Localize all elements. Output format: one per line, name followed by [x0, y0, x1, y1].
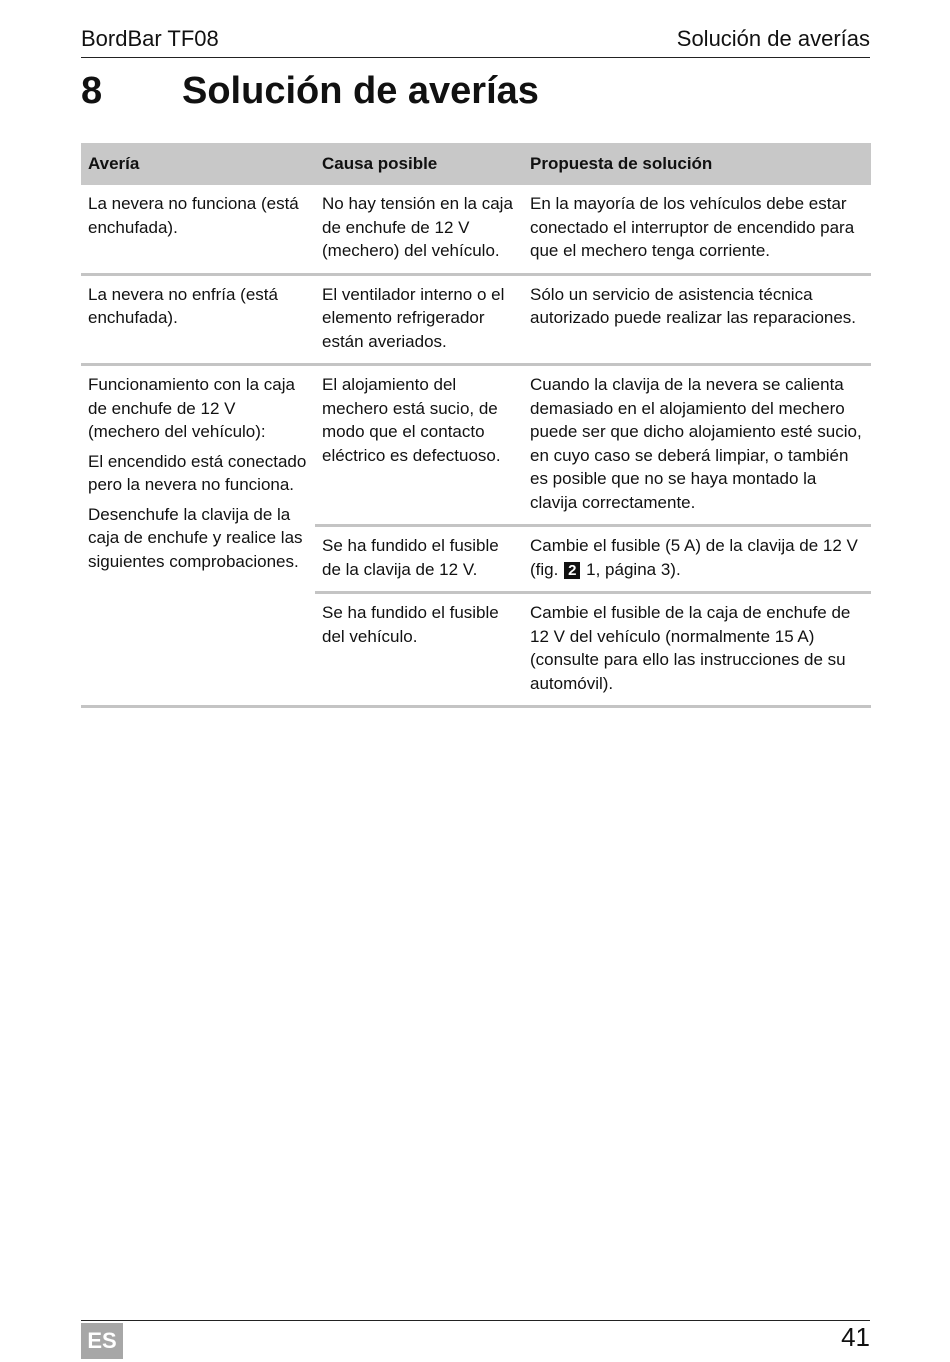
table-header-row: [81, 143, 871, 185]
header-section: Solución de averías: [676, 26, 870, 51]
page-number: 41: [841, 1322, 870, 1352]
column-header-cause: Causa posible: [315, 143, 523, 185]
running-header: [81, 24, 870, 56]
cause-cell: El alojamiento del mechero está sucio, de modo que el contacto eléctrico es defectuoso.: [315, 365, 523, 526]
cause-cell: Se ha fundido el fusible de la clavija de 12 V.: [315, 526, 523, 593]
header-product: BordBar TF08: [81, 26, 219, 51]
solution-cell: En la mayoría de los vehículos debe estar conectado el interruptor de encendido para que el mechero tenga corriente.: [523, 185, 871, 274]
figure-reference-badge: 2: [564, 562, 580, 579]
cause-cell: No hay tensión en la caja de enchufe de 12 V (mechero) del vehículo.: [315, 185, 523, 274]
fault-paragraph: El encendido está conectado pero la nevera no funciona.: [88, 451, 307, 494]
solution-text: 1, página 3).: [586, 559, 681, 579]
table-row: [81, 274, 871, 365]
header-divider: [81, 57, 870, 58]
language-badge: ES: [81, 1323, 123, 1359]
solution-cell: Sólo un servicio de asistencia técnica autorizado puede realizar las reparaciones.: [523, 274, 871, 365]
troubleshooting-table: [81, 143, 871, 708]
footer-divider: [81, 1320, 870, 1321]
fault-cell: La nevera no funciona (está enchufada).: [81, 185, 315, 274]
chapter-number: 8: [81, 70, 103, 112]
chapter-title: Solución de averías: [182, 70, 539, 112]
fault-paragraph: Funcionamiento con la caja de enchufe de 12 V (mechero del vehículo):: [88, 375, 295, 441]
fault-cell: La nevera no enfría (está enchufada).: [81, 274, 315, 365]
cause-cell: El ventilador interno o el elemento refrigerador están averiados.: [315, 274, 523, 365]
solution-text: Cambie el fusible (5 A) de la clavija de 12 V (fig.: [530, 536, 858, 579]
cause-cell: Se ha fundido el fusible del vehículo.: [315, 593, 523, 707]
fault-paragraph: Desenchufe la clavija de la caja de enchufe y realice las siguientes comprobaciones.: [88, 504, 303, 571]
table-row: [81, 365, 871, 526]
column-header-fault: Avería: [81, 143, 315, 185]
solution-cell: Cuando la clavija de la nevera se calienta demasiado en el alojamiento del mechero puede ser que dicho alojamiento esté sucio, en cuyo caso se deberá limpiar, o también es posible que no se haya montado la clavija correctamente.: [523, 365, 871, 526]
column-header-solution: Propuesta de solución: [523, 143, 871, 185]
table-row: [81, 185, 871, 274]
solution-cell: [523, 526, 871, 593]
solution-cell: Cambie el fusible de la caja de enchufe de 12 V del vehículo (normalmente 15 A) (consulte para ello las instrucciones de su automóvil).: [523, 593, 871, 707]
fault-cell: [81, 365, 315, 707]
